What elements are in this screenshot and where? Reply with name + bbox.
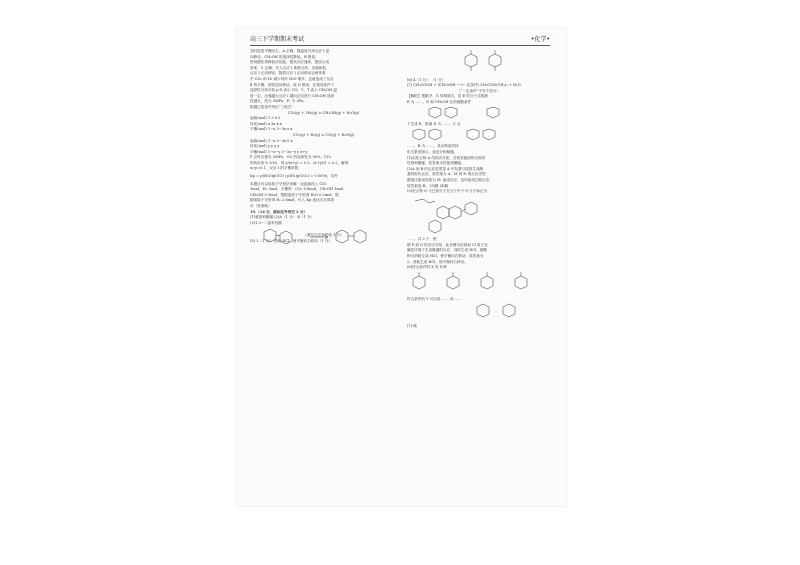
left-line: x=y=0.1，反应 I 的平衡常数 (250, 166, 299, 171)
left-line: 1mol，H₂ 3mol，平衡时：CO₂ 0.8mol，CH₃OH 1mol (250, 187, 344, 192)
left-line: 使用催化剂降低活化能，提高反应速率，提高合成 (250, 60, 330, 65)
left-column (250, 49, 397, 244)
left-line: 本题还可以用原子守恒法来解：设起始投入 CO₂ (250, 181, 327, 186)
left-line: （漏写反应条件给 1 分） (303, 233, 344, 237)
right-line: （“一定条件”不写不扣分） (456, 88, 501, 93)
right-line: 基的取代反应，故答案为 A；M 到 N 的反应类型 (407, 172, 486, 177)
left-line: (5) 2（1 分） 消耗 HCl，使平衡向右移动（1 分） (250, 238, 333, 243)
right-line: 下生成 E，推测 D 为 ……，C 为 (407, 122, 461, 127)
right-line: 化关系见图示，表述分析解题。 (407, 149, 458, 154)
table-row: 转化(mol) y y y y (250, 144, 280, 149)
right-line: (7) CH₃COOH + (CH₃)₂NH ⟶(一定条件) CH₃CON(CH₃)₂ + H₂O (407, 83, 521, 88)
structure-diagram (407, 128, 550, 142)
left-line: Ⅱ 的平衡，使其逆向移动。故 D 错误。在相同条件下 (250, 82, 335, 87)
left-line: 可（答案略） (250, 204, 272, 209)
right-line: 羰基还原成羟基为 H₂ 加成反应，也叫加成还原反应， (407, 177, 493, 182)
left-line: 根据已知条件列出“三段式”： (250, 104, 297, 109)
equation-line: CO₂(g) + 3H₂(g) ⇌ CH₃OH(g) + H₂O(g) (287, 110, 360, 115)
right-line: (6)符合条件的 X 有 4 种 (407, 265, 447, 270)
table-row: 平衡(mol) 1−x−y 3−3x−y y x+y (250, 149, 308, 154)
right-line: (2)A 到 B 的反应类型是 A 中羟基与羧基生成酯 (407, 166, 484, 171)
table-row: 起始(mol) 1 3 0 0 (250, 116, 281, 121)
right-line: 据 P 到 Q 的反应可知，此步骤为羟基和 Cl 原子在 (407, 242, 488, 247)
left-line: 据氧原子守恒得 H₂ 2.6mol，代入 Kp 表达式计算即 (250, 198, 335, 203)
right-line: 羟基和醚键，故答案为羟基和醚键。 (407, 161, 465, 166)
right-line: 故答案选 B。 (3)略 (4)略 (407, 183, 449, 188)
structure-diagram (407, 303, 550, 321)
left-line: P 点时压强为 3MPa，CO 的选择性为 50%，CO₂ (250, 155, 332, 160)
structure-diagram (407, 195, 550, 235)
header-rule (250, 45, 550, 46)
table-row: 转化(mol) x 3x x x (250, 121, 282, 126)
right-line: (7) 略 (407, 323, 417, 328)
header-title: 高三下学期期末考试 (250, 36, 305, 43)
table-row: 平衡(mol) 1−x 3−3x x x (250, 127, 293, 132)
isomer-structures (407, 271, 550, 295)
structure-diagram (407, 49, 550, 75)
right-line: 【解析】根据 F、G 结构简式，及 E 的分子式推测 (407, 94, 488, 99)
right-line: (6) 4（1 分） （1 分） (407, 77, 446, 82)
left-line: 度一定，压强越大反应 I 越向正向进行 CH₃OH 选择 (250, 93, 335, 98)
left-line: 变时促进平衡向右，A 正确；随温度升高反应 I 逆 (250, 49, 330, 53)
right-line: 碱性环境下生成醚键的反应，同时生成 HCl，碳酸 (407, 248, 488, 253)
left-line: 效率，C 正确；充入反应 I 系数分析，压缩体积， (250, 65, 330, 70)
right-line: 钾可消耗生成 HCl，使平衡向右移动，故答案为 (407, 254, 484, 259)
structure-diagram (407, 106, 550, 120)
left-line: 的转化率为 20%，则 y/(x+y) = 0.5，(x+y)/1 = 0.2，解得 (250, 160, 349, 165)
right-line: 2；消耗生成 HCl，使平衡向右移动。 (407, 259, 468, 264)
left-line: 选择性分析可知 p-X 表示 CO，Y、T 表示 CH₃OH 温 (250, 88, 337, 93)
equation-line: CO₂(g) + H₂(g) ⇌ CO(g) + H₂O(g) (292, 132, 355, 137)
left-line: (1)氨基和醚键 (2)A（1 分） B（1 分） (250, 215, 315, 220)
left-line: (3)1,3−二氯苯丙酸 (250, 220, 282, 225)
header-subject: •化学• (530, 36, 550, 43)
table-row: 起始(mol) 1−x 3−3x 0 x (250, 138, 293, 143)
left-line: 向移动，CH₃OH 的选择性降低，B 错误； (250, 54, 319, 59)
right-line: ……，B 为 ……，其余物质的转 (407, 144, 459, 149)
right-line: 符合条件的 Y 可以是 …… 或 …… (407, 297, 462, 302)
right-line: E 为 ……，D 和 CH₃OH 在浓硫酸条件 (407, 99, 472, 104)
left-line: 性越大，故为 3MPa，P₁ 为 3Pa； (250, 99, 307, 104)
equation-line: Kp = p(H₂O)p(CO) / p(H₂)p(CO₂) = 0.0096，另外 (250, 174, 338, 179)
left-line: CH₃OH 0.1mol，根据氢原子守恒得 H₂O 0.2mol，根 (250, 192, 339, 197)
right-line: (5)化合物 Q 与已知分子在分子中于 Q 分子标记为 (407, 189, 488, 194)
left-line: 中 CO₂ 和 H₂ 减少同时 H₂O 增多，这就造成了反应 (250, 76, 334, 81)
left-line: 反应 I 正向移动，随着反应 I 正向移动会使体系 (250, 71, 326, 76)
right-line: ……，共 2 个，根 (407, 237, 437, 242)
right-line: (1)由化合物 A 结构式可知，含氧官能团的名称有 (407, 155, 486, 160)
right-column (407, 49, 550, 329)
answer-heading: 19.（14 分，除标注外每空 2 分） (250, 209, 308, 214)
